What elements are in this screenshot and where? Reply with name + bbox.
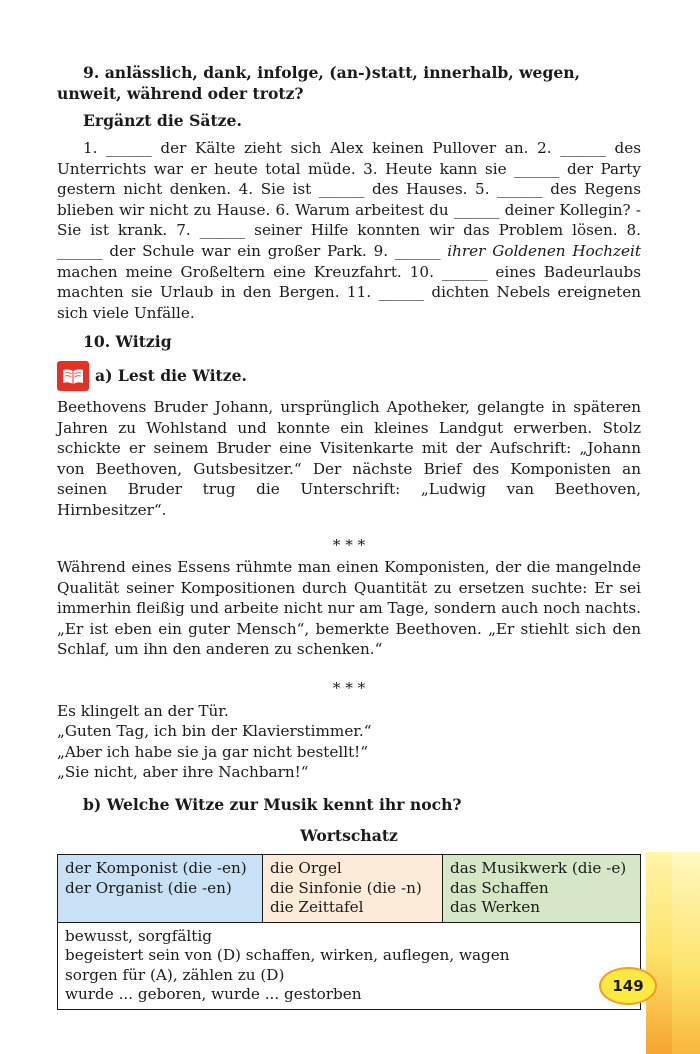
joke-3-line: „Guten Tag, ich bin der Klavierstimmer.“	[57, 722, 372, 741]
vocab-item: das Werken	[450, 898, 540, 917]
joke-3	[57, 701, 641, 783]
separator-1: * * *	[332, 535, 366, 554]
wortschatz-cell-masculine	[58, 855, 263, 923]
vocab-item: bewusst, sorgfältig	[65, 926, 212, 945]
joke-3-line: „Aber ich habe sie ja gar nicht bestellt!“	[57, 742, 369, 761]
wortschatz-row-nouns	[58, 855, 641, 923]
vocab-item: die Orgel	[270, 859, 342, 878]
wortschatz-cell-other	[58, 922, 641, 1009]
joke-2: Während eines Essens rühmte man einen Komponisten, der die mangelnde Qualität seiner Kompositionen durch Quantität zu ersetzen suchte: Er sei immerhin fleißig und arbeite nicht nur am Tage, sondern auch noch nachts. „Er ist eben ein guter Mensch“, bemerkte Beethoven. „Er stiehlt sich den Schlaf, um ihn den anderen zu schenken.“	[57, 558, 641, 659]
part-b-question: b) Welche Witze zur Musik kennt ihr noch?	[83, 795, 462, 815]
wortschatz-cell-neuter	[443, 855, 641, 923]
wortschatz-table	[57, 854, 641, 1010]
separator-2: * * *	[332, 679, 366, 698]
open-book-icon	[57, 361, 89, 391]
exercise-9-text-part2: machen meine Großeltern eine Kreuzfahrt. 10. ______ eines Badeurlaubs machten sie Urlaub in den Bergen. 11. ______ dichten Nebels ereigneten sich viele Unfälle.	[57, 262, 641, 322]
exercise-9-text	[57, 138, 641, 323]
vocab-item: sorgen für (A), zählen zu (D)	[65, 965, 285, 984]
exercise-10-heading: 10. Witzig	[83, 332, 172, 352]
page-content	[57, 62, 641, 1010]
vocab-item: die Zeittafel	[270, 898, 364, 917]
exercise-9-instruction: Ergänzt die Sätze.	[83, 111, 242, 130]
vocab-item: die Sinfonie (die -n)	[270, 878, 422, 897]
exercise-9-text-part1: 1. ______ der Kälte zieht sich Alex keinen Pullover an. 2. ______ des Unterrichts war er heute total müde. 3. Heute kann sie ______ der Party gestern nicht denken. 4. Sie ist ______ des Hauses. 5. ______ des Regens blieben wir nicht zu Hause. 6. Warum arbeitest du ______ deiner Kollegin? -Sie ist krank. 7. ______ seiner Hilfe konnten wir das Problem lösen. 8. ______ der Schule war ein großer Park. 9. ______	[57, 139, 641, 260]
vocab-item: der Organist (die -en)	[65, 878, 232, 897]
vocab-item: wurde ... geboren, wurde ... gestorben	[65, 985, 362, 1004]
vocab-item: das Musikwerk (die -e)	[450, 859, 627, 878]
wortschatz-row-other	[58, 922, 641, 1009]
wortschatz-title: Wortschatz	[300, 825, 398, 845]
joke-1: Beethovens Bruder Johann, ursprünglich Apotheker, gelangte in späteren Jahren zu Wohlstand und konnte ein kleines Landgut erwerben. Stolz schickte er seinem Bruder eine Visitenkarte mit der Aufschrift: „Johann von Beethoven, Gutsbesitzer.“ Der nächste Brief des Komponisten an seinen Bruder trug die Unterschrift: „Ludwig van Beethoven, Hirnbesitzer“.	[57, 397, 641, 519]
part-a-label: a) Lest die Witze.	[95, 365, 247, 385]
vocab-item: das Schaffen	[450, 878, 549, 897]
vocab-item: begeistert sein von (D) schaffen, wirken, auflegen, wagen	[65, 946, 510, 965]
wortschatz-cell-feminine	[263, 855, 443, 923]
vocab-item: der Komponist (die -en)	[65, 859, 247, 878]
page-number-badge: 149	[599, 967, 657, 1005]
part-a-row	[57, 361, 641, 391]
joke-3-line: Es klingelt an der Tür.	[57, 701, 229, 720]
decorative-side-stripe-inner	[646, 852, 672, 1054]
exercise-9-italic-phrase: ihrer Goldenen Hochzeit	[447, 241, 641, 260]
joke-3-line: „Sie nicht, aber ihre Nachbarn!“	[57, 763, 309, 782]
exercise-9-heading: 9. anlässlich, dank, infolge, (an-)statt, innerhalb, wegen, unweit, während oder trotz?	[57, 63, 581, 103]
decorative-side-stripe-outer	[672, 852, 700, 1054]
